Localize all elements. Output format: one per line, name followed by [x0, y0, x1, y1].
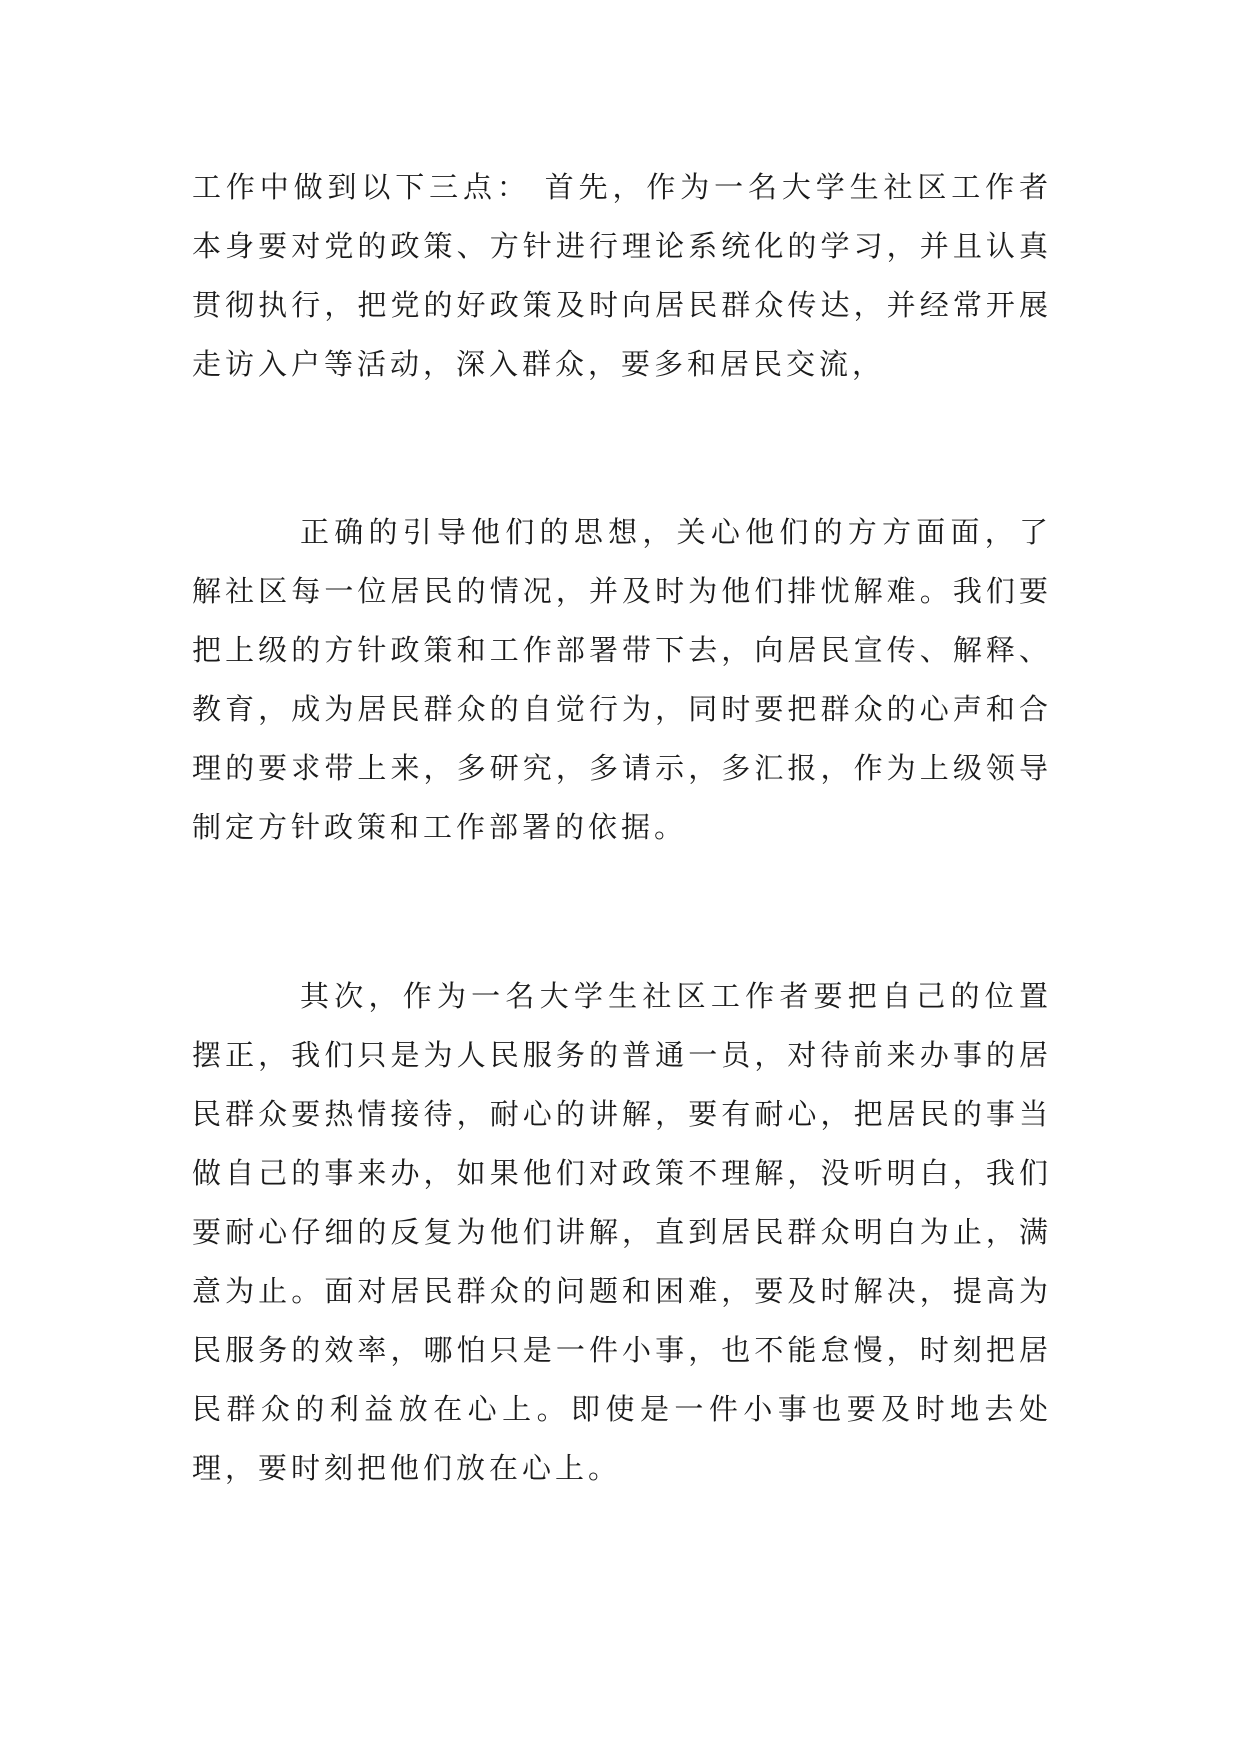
paragraph-3: 其次，作为一名大学生社区工作者要把自己的位置摆正，我们只是为人民服务的普通一员，对待前来办事的居民群众要热情接待，耐心的讲解，要有耐心，把居民的事当做自己的事来办，如果他们对政策不理解，没听明白，我们要耐心仔细的反复为他们讲解，直到居民群众明白为止，满意为止。面对居民群众的问题和困难，要及时解决，提高为民服务的效率，哪怕只是一件小事，也不能怠慢，时刻把居民群众的利益放在心上。即使是一件小事也要及时地去处理，要时刻把他们放在心上。 [192, 979, 1052, 1485]
paragraph-2: 正确的引导他们的思想，关心他们的方方面面，了解社区每一位居民的情况，并及时为他们排忧解难。我们要把上级的方针政策和工作部署带下去，向居民宣传、解释、教育，成为居民群众的自觉行为，同时要把群众的心声和合理的要求带上来，多研究，多请示，多汇报，作为上级领导制定方针政策和工作部署的依据。 [192, 515, 1052, 844]
paragraph-1: 工作中做到以下三点： 首先，作为一名大学生社区工作者本身要对党的政策、方针进行理论系统化的学习，并且认真贯彻执行，把党的好政策及时向居民群众传达，并经常开展走访入户等活动，深入群众，要多和居民交流， [192, 170, 1052, 381]
